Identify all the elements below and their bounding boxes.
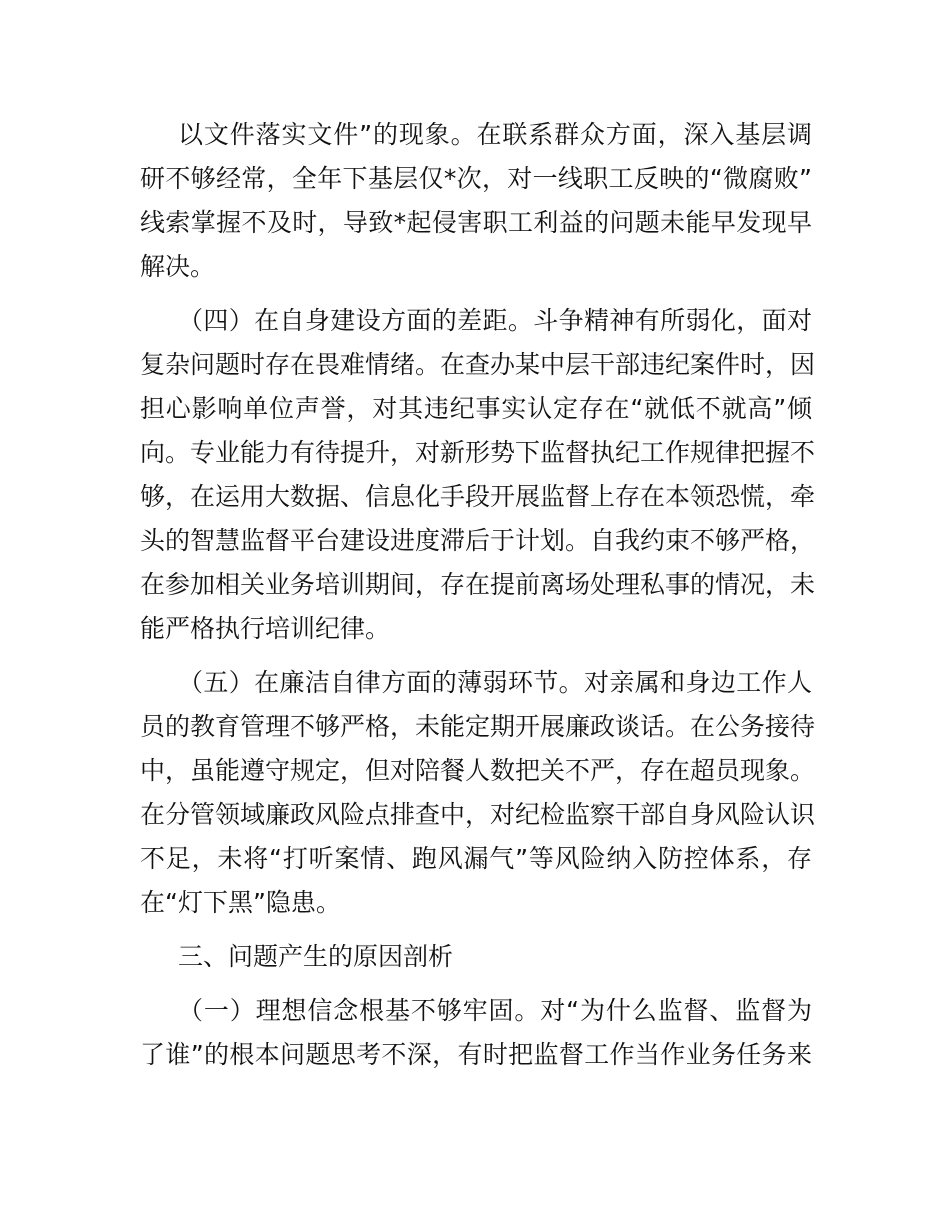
text-line: 研不够经常，全年下基层仅*次，对一线职工反映的“微腐败” [140, 164, 812, 193]
text-line: 在“灯下黑”隐患。 [140, 888, 341, 917]
text-line: 向。专业能力有待提升，对新形势下监督执纪工作规律把握不 [140, 438, 816, 467]
paragraph [140, 299, 816, 651]
text-line: （五）在廉洁自律方面的薄弱环节。对亲属和身边工作人 [178, 668, 812, 697]
text-line: 在参加相关业务培训期间，存在提前离场处理私事的情况，未 [140, 570, 816, 599]
text-line: 员的教育管理不够严格，未能定期开展廉政谈话。在公务接待 [140, 712, 816, 741]
text-line: 三、问题产生的原因剖析 [178, 942, 454, 971]
text-line: （四）在自身建设方面的差距。斗争精神有所弱化，面对 [178, 306, 812, 335]
document-page [140, 113, 816, 1087]
text-line: 以文件落实文件”的现象。在联系群众方面，深入基层调 [178, 120, 812, 149]
text-line: 够，在运用大数据、信息化手段开展监督上存在本领恐慌，牵 [140, 482, 816, 511]
paragraph [140, 661, 816, 925]
text-line: 担心影响单位声誉，对其违纪事实认定存在“就低不就高”倾 [140, 394, 812, 423]
text-line: 头的智慧监督平台建设进度滞后于计划。自我约束不够严格， [140, 526, 816, 555]
text-line: 在分管领域廉政风险点排查中，对纪检监察干部自身风险认识 [140, 800, 816, 829]
text-line: 了谁”的根本问题思考不深，有时把监督工作当作业务任务来 [140, 1040, 812, 1069]
text-line: 不足，未将“打听案情、跑风漏气”等风险纳入防控体系，存 [140, 844, 812, 873]
text-line: 复杂问题时存在畏难情绪。在查办某中层干部违纪案件时，因 [140, 350, 816, 379]
text-line: （一）理想信念根基不够牢固。对“为什么监督、监督为 [178, 996, 812, 1025]
paragraph [140, 935, 812, 979]
text-line: 解决。 [140, 252, 216, 281]
text-line: 能严格执行培训纪律。 [140, 614, 391, 643]
text-line: 线索掌握不及时，导致*起侵害职工利益的问题未能早发现早 [140, 208, 812, 237]
text-line: 中，虽能遵守规定，但对陪餐人数把关不严，存在超员现象。 [140, 756, 816, 785]
paragraph [140, 113, 812, 289]
paragraph [140, 989, 812, 1077]
